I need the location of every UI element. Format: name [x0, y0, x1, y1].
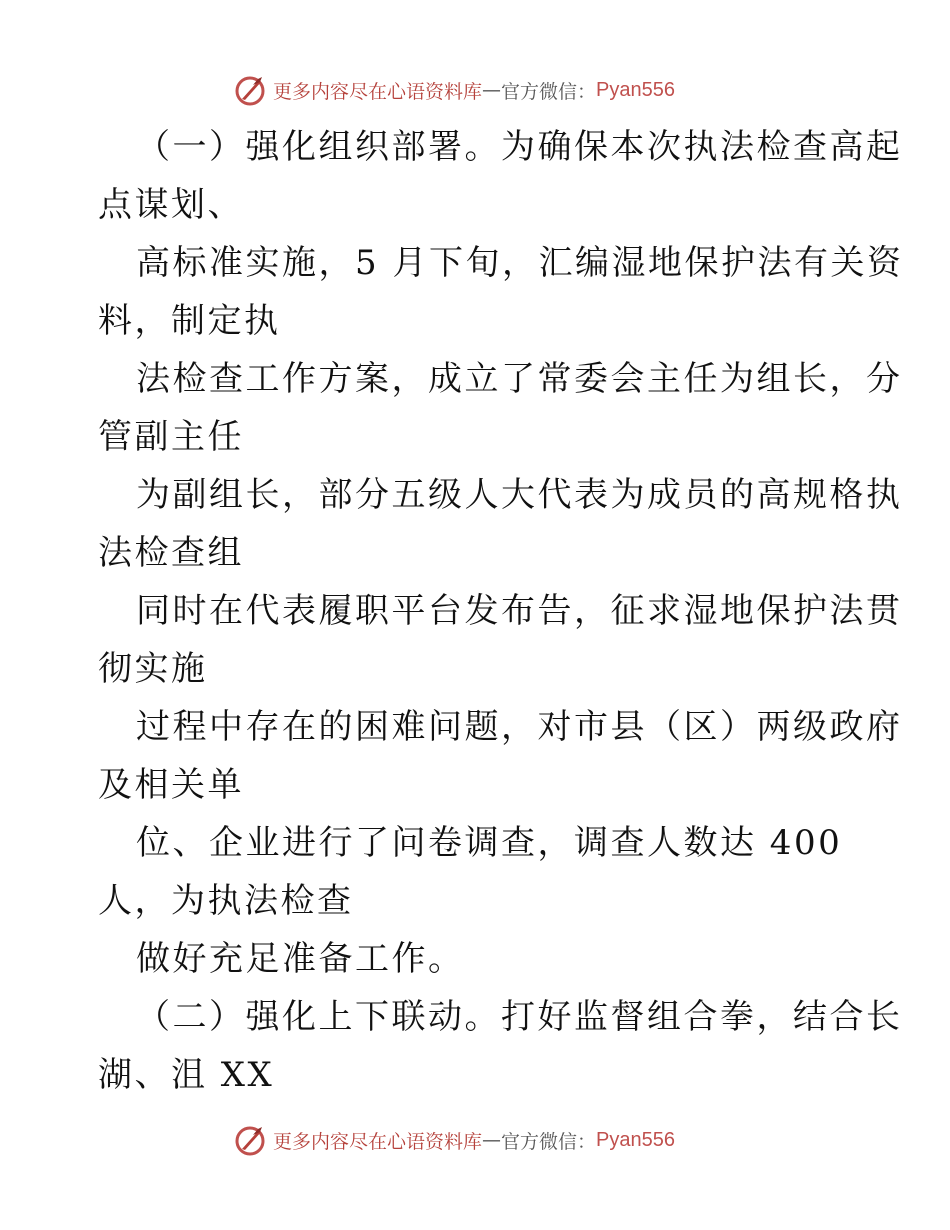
feather-pen-logo-icon	[233, 73, 267, 107]
watermark-text: 更多内容尽在心语资料库	[273, 80, 483, 103]
paragraph-line: 湖、沮 XX	[98, 1055, 275, 1095]
header-watermark	[233, 73, 675, 107]
watermark-label: 官方微信：	[501, 1130, 597, 1153]
watermark-label: 官方微信：	[501, 80, 597, 103]
paragraph-line: 及相关单	[98, 765, 244, 805]
paragraph-line: 法检查组	[98, 533, 244, 573]
paragraph-line: 法检查工作方案，成立了常委会主任为组长，分	[136, 359, 903, 399]
paragraph-line: 料，制定执	[98, 301, 281, 341]
watermark-wechat-id: Pyan556	[596, 1128, 675, 1151]
watermark-text: 更多内容尽在心语资料库	[273, 1130, 483, 1153]
paragraph-line: 同时在代表履职平台发布告，征求湿地保护法贯	[136, 591, 903, 631]
paragraph-line: （二）强化上下联动。打好监督组合拳，结合长	[136, 997, 903, 1037]
paragraph-line: 做好充足准备工作。	[136, 939, 465, 979]
feather-pen-logo-icon	[233, 1123, 267, 1157]
watermark-separator: —	[482, 79, 502, 101]
paragraph-line: （一）强化组织部署。为确保本次执法检查高起	[136, 127, 903, 167]
paragraph-line: 过程中存在的困难问题，对市县（区）两级政府	[136, 707, 903, 747]
paragraph-line: 点谋划、	[98, 185, 244, 225]
paragraph-line: 彻实施	[98, 649, 208, 689]
watermark-separator: —	[482, 1129, 502, 1151]
watermark-wechat-id: Pyan556	[596, 78, 675, 101]
paragraph-line: 管副主任	[98, 417, 244, 457]
footer-watermark	[233, 1123, 675, 1157]
document-body	[98, 118, 904, 1104]
paragraph-line: 人，为执法检查	[98, 881, 354, 921]
paragraph-line: 位、企业进行了问卷调查，调查人数达 400	[136, 823, 843, 863]
paragraph-line: 高标准实施，5 月下旬，汇编湿地保护法有关资	[136, 243, 904, 283]
paragraph-line: 为副组长，部分五级人大代表为成员的高规格执	[136, 475, 903, 515]
